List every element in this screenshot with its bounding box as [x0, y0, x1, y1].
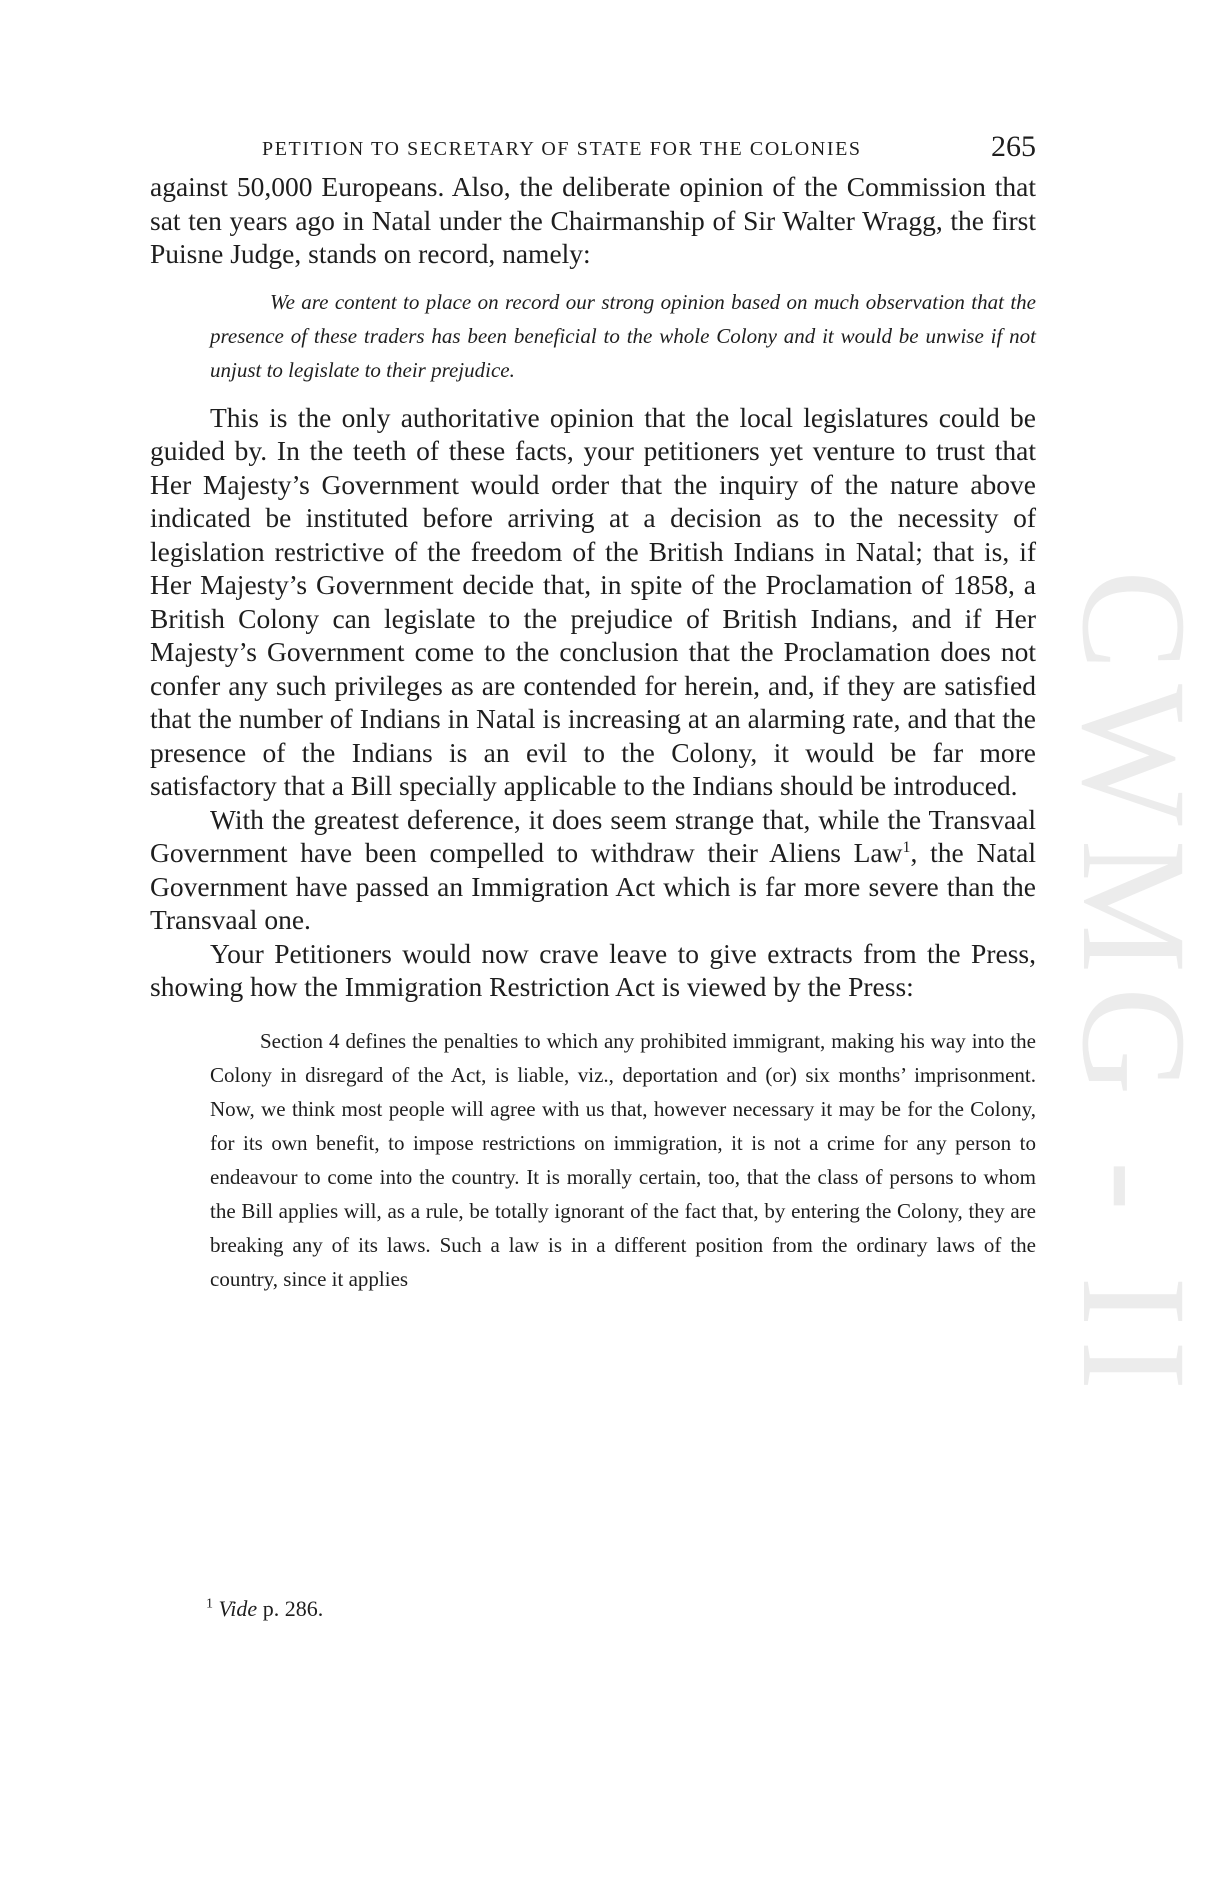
paragraph-3-text: With the greatest deference, it does seem strange that, while the Transvaal Government have been compelled to withdraw their Aliens Law	[150, 803, 1036, 868]
paragraph-4: Your Petitioners would now crave leave to give extracts from the Press, showing how the Immigration Restriction Act is viewed by the Press:	[150, 937, 1036, 1002]
quotation-commission: We are content to place on record our strong opinion based on much observation that the presence of these traders has been beneficial to the whole Colony and it would be unwise if not unjust to legislate to their prejudice.	[210, 289, 1036, 382]
watermark-text: CWMG - II	[1051, 570, 1217, 1405]
paragraph-2: This is the only authoritative opinion that the local legislatures could be guided by. In the teeth of these facts, your petitioners yet venture to trust that Her Majesty’s Government would order that the inquiry of the nature above indicated be instituted before arriving at a decision as to the necessity of legislation restrictive of the freedom of the British Indians in Natal; that is, if Her Majesty’s Government decide that, in spite of the Proclamation of 1858, a British Colony can legislate to the prejudice of British Indians, and if Her Majesty’s Government come to the conclusion that the Proclamation does not confer any such privileges as are contended for herein, and, if they are satisfied that the number of Indians in Natal is increasing at an alarming rate, and that the presence of the Indians is an evil to the Colony, it would be far more satisfactory that a Bill specially applicable to the Indians should be introduced.	[150, 401, 1036, 801]
footnote-text: p. 286.	[257, 1596, 324, 1621]
page-number: 265	[991, 130, 1036, 163]
footnote-marker: 1	[206, 1596, 213, 1612]
page-content	[150, 130, 1036, 1296]
running-title: PETITION TO SECRETARY OF STATE FOR THE COLONIES	[262, 138, 862, 160]
paragraph-3	[150, 803, 1036, 937]
running-head	[150, 130, 1036, 170]
paragraph-1: against 50,000 Europeans. Also, the deliberate opinion of the Commission that sat ten years ago in Natal under the Chairmanship of Sir Walter Wragg, the first Puisne Judge, stands on record, namely:	[150, 171, 1036, 269]
footnote-label: Vide	[218, 1596, 258, 1621]
footnote	[206, 1596, 323, 1622]
footnote-reference: 1	[902, 838, 911, 856]
watermark	[1030, 560, 1220, 1650]
quotation-press: Section 4 defines the penalties to which any prohibited immigrant, making his way into the Colony in disregard of the Act, is liable, viz., deportation and (or) six months’ imprisonment. Now, we think most people will agree with us that, however necessary it may be for the Colony, for its own benefit, to impose restrictions on immigration, it is not a crime for any person to endeavour to come into the country. It is morally certain, too, that the class of persons to whom the Bill applies will, as a rule, be totally ignorant of the fact that, by entering the Colony, they are breaking any of its laws. Such a law is in a different position from the ordinary laws of the country, since it applies	[210, 1028, 1036, 1291]
paragraph-3-text-cont: , the Natal Government have passed an Immigration Act which is far more severe than the Transvaal one.	[150, 837, 1036, 935]
